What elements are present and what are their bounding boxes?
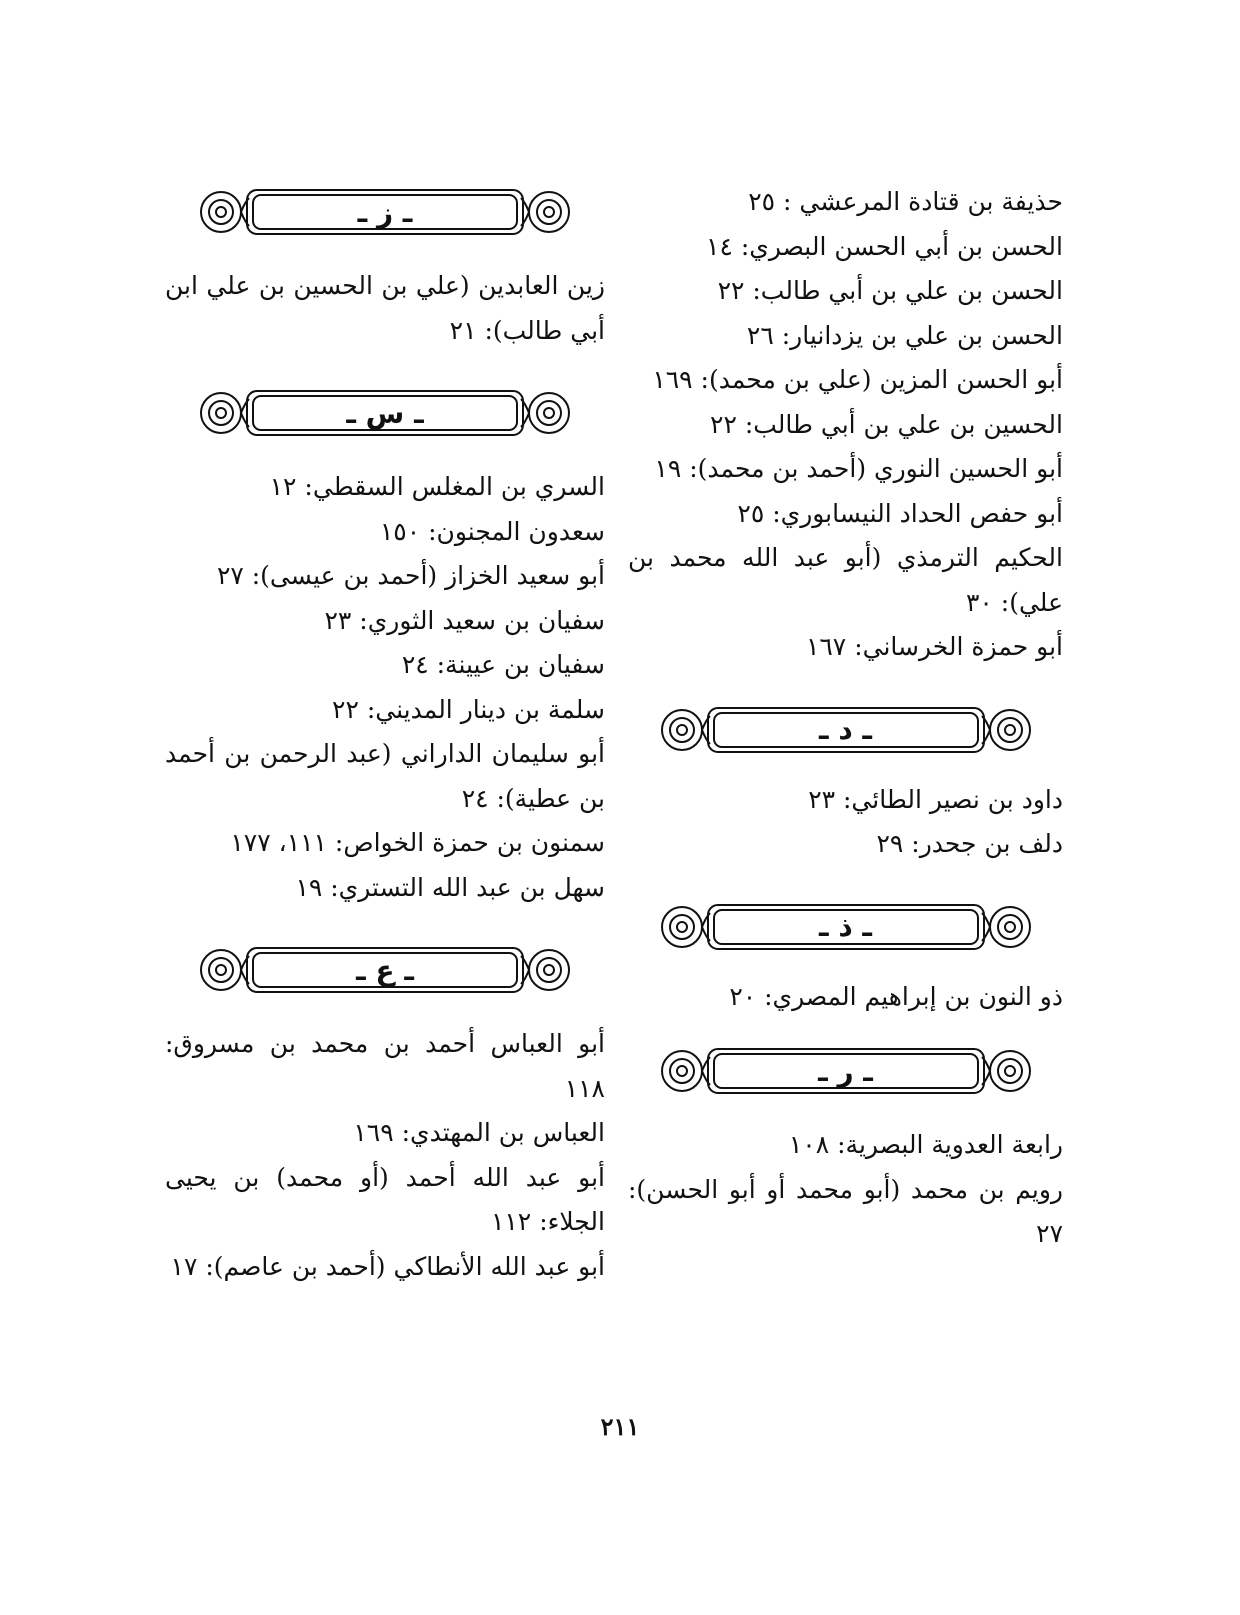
section-ha-entries	[628, 180, 1063, 670]
index-entry: أبو سليمان الداراني (عبد الرحمن بن أحمد بن عطية): ٢٤	[165, 739, 605, 813]
index-entry: رابعة العدوية البصرية: ١٠٨	[788, 1130, 1063, 1159]
index-entry: أبو الحسين النوري (أحمد بن محمد): ١٩	[654, 454, 1063, 483]
section-letter: ـ س ـ	[346, 396, 424, 430]
index-entry: دلف بن جحدر: ٢٩	[876, 829, 1063, 858]
section-heading-sin	[195, 381, 575, 445]
left-column	[165, 180, 605, 1289]
section-heading-ra	[656, 1039, 1036, 1103]
section-letter: ـ ر ـ	[818, 1054, 873, 1088]
section-letter: ـ ع ـ	[356, 953, 414, 987]
section-letter: ـ ز ـ	[357, 195, 413, 229]
index-entry: أبو العباس أحمد بن محمد بن مسروق: ١١٨	[165, 1029, 605, 1103]
index-entry: أبو عبد الله الأنطاكي (أحمد بن عاصم): ١٧	[170, 1251, 605, 1281]
index-entry: سهل بن عبد الله التستري: ١٩	[295, 872, 605, 902]
index-entry: أبو عبد الله أحمد (أو محمد) بن يحيى الجلاء: ١١٢	[165, 1162, 605, 1236]
index-entry: أبو حمزة الخرساني: ١٦٧	[805, 632, 1063, 661]
section-letter: ـ ذ ـ	[819, 910, 873, 943]
index-entry: زين العابدين (علي بن الحسين بن علي ابن أبي طالب): ٢١	[165, 271, 605, 345]
index-entry: أبو سعيد الخزاز (أحمد بن عيسى): ٢٧	[216, 561, 605, 590]
index-entry: سفيان بن عيينة: ٢٤	[401, 650, 605, 679]
section-heading-zay	[195, 180, 575, 244]
index-entry: سعدون المجنون: ١٥٠	[379, 516, 605, 546]
index-entry: سفيان بن سعيد الثوري: ٢٣	[324, 605, 605, 635]
index-entry: الحسين بن علي بن أبي طالب: ٢٢	[710, 409, 1063, 439]
index-entry: ذو النون بن إبراهيم المصري: ٢٠	[729, 981, 1063, 1011]
section-heading-dal	[656, 698, 1036, 762]
index-entry: الحسن بن علي بن أبي طالب: ٢٢	[717, 276, 1063, 305]
index-entry: السري بن المغلس السقطي: ١٢	[269, 472, 605, 501]
index-entry: حذيفة بن قتادة المرعشي : ٢٥	[748, 187, 1063, 216]
section-heading-dhal	[656, 895, 1036, 959]
index-entry: أبو حفص الحداد النيسابوري: ٢٥	[737, 498, 1063, 528]
section-heading-ayn	[195, 938, 575, 1002]
index-entry: سمنون بن حمزة الخواص: ١١١، ١٧٧	[230, 828, 605, 857]
page-number: ٢١١	[600, 1412, 640, 1441]
index-entry: الحكيم الترمذي (أبو عبد الله محمد بن علي): ٣٠	[628, 543, 1063, 617]
right-column	[628, 180, 1063, 1257]
index-entry: داود بن نصير الطائي: ٢٣	[808, 784, 1063, 814]
index-entry: سلمة بن دينار المديني: ٢٢	[332, 694, 605, 724]
index-entry: رويم بن محمد (أبو محمد أو أبو الحسن): ٢٧	[628, 1174, 1063, 1248]
index-entry: الحسن بن علي بن يزدانيار: ٢٦	[746, 320, 1063, 350]
index-entry: الحسن بن أبي الحسن البصري: ١٤	[706, 231, 1063, 261]
section-letter: ـ د ـ	[819, 713, 873, 746]
index-entry: أبو الحسن المزين (علي بن محمد): ١٦٩	[652, 365, 1063, 394]
index-entry: العباس بن المهتدي: ١٦٩	[353, 1118, 605, 1147]
